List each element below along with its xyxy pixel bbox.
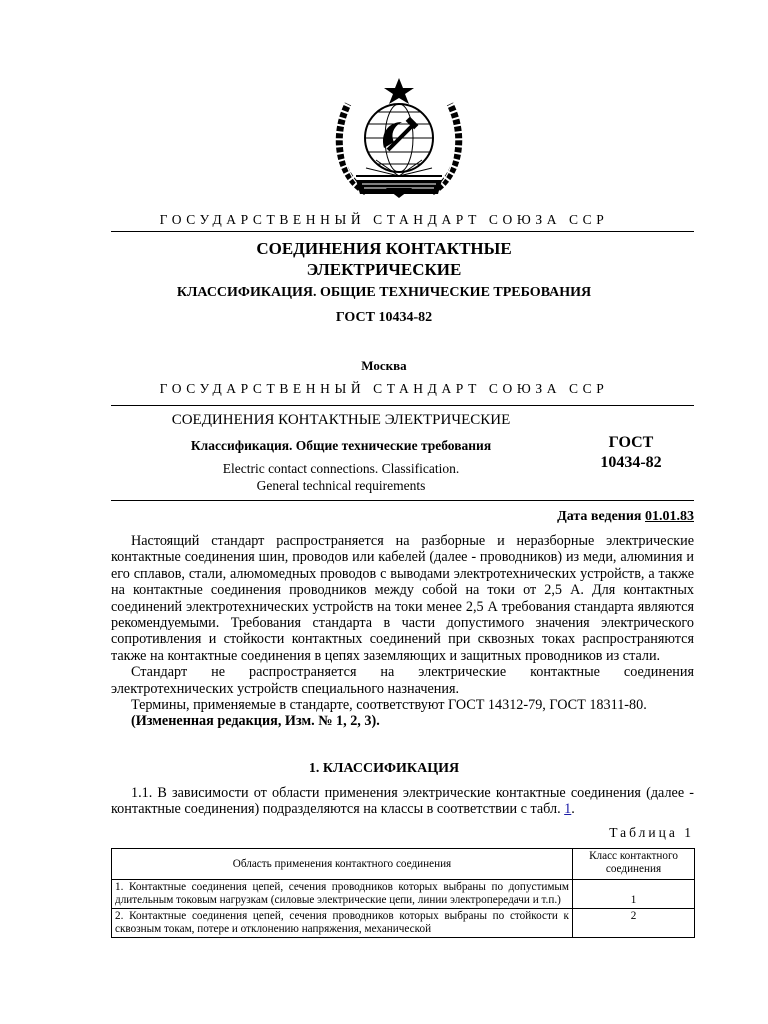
table-row <box>112 880 695 909</box>
table-1-link[interactable]: 1 <box>564 801 572 818</box>
classification-table <box>111 848 695 938</box>
table-cell-class: 1 <box>573 880 695 909</box>
amendment-note: (Измененная редакция, Изм. № 1, 2, 3). <box>131 713 380 730</box>
table-header-class: Класс контактного соединения <box>573 849 695 880</box>
body-text <box>111 533 694 730</box>
gost-number: ГОСТ 10434-82 <box>335 310 433 325</box>
titleblock-subtitle: Классификация. Общие технические требования <box>190 438 492 453</box>
clause-1-1-end: . <box>571 801 575 818</box>
titleblock-gost-label: ГОСТ <box>608 434 654 451</box>
section-title: 1. КЛАССИФИКАЦИЯ <box>308 761 460 776</box>
table-row <box>112 909 695 938</box>
effective-date-label: Дата ведения <box>557 509 642 524</box>
table-cell-area: 1. Контактные соединения цепей, сечения проводников которых выбраны по допустимым длительным токовым нагрузкам (силовые электрические цепи, линии электропередачи и т.п.) <box>112 880 573 909</box>
paragraph-terms: Термины, применяемые в стандарте, соответствуют ГОСТ 14312-79, ГОСТ 18311-80. <box>131 697 647 714</box>
clause-1-1 <box>111 785 694 818</box>
ussr-state-emblem-icon <box>326 76 472 200</box>
table-header-area: Область применения контактного соединения <box>112 849 573 880</box>
effective-date-value: 01.01.83 <box>645 509 694 524</box>
english-title-line1: Electric contact connections. Classification. <box>222 461 460 476</box>
table-cell-area: 2. Контактные соединения цепей, сечения проводников которых выбраны по стойкости к сквозным токам, потере и отклонению напряжения, механической <box>112 909 573 938</box>
paragraph-scope: Настоящий стандарт распространяется на разборные и неразборные электрические контактные соединения шин, проводов или кабелей (далее - проводников) из меди, алюминия и его сплавов, стали, алюмомедных проводов с выводами электротехнических устройств, а также на контактные соединения проводников между собой на токи от 2,5 А. Для контактных соединений электротехнических устройств на токи менее 2,5 А требования стандарта являются рекомендуемыми. Требования стандарта в части допустимого значения электрического сопротивления и стойкости контактных соединений при сквозных токах распространяются также на контактные соединения в цепях заземляющих и защитных проводников из стали. <box>111 533 694 664</box>
document-subtitle: КЛАССИФИКАЦИЯ. ОБЩИЕ ТЕХНИЧЕСКИЕ ТРЕБОВАНИЯ <box>176 285 592 300</box>
table-cell-class: 2 <box>573 909 695 938</box>
titleblock-title: СОЕДИНЕНИЯ КОНТАКТНЫЕ ЭЛЕКТРИЧЕСКИЕ <box>171 412 511 428</box>
city: Москва <box>361 358 407 373</box>
divider <box>111 231 694 232</box>
english-title-line2: General technical requirements <box>256 478 426 493</box>
document-title-line2: ЭЛЕКТРИЧЕСКИЕ <box>306 260 462 279</box>
document-title-line1: СОЕДИНЕНИЯ КОНТАКТНЫЕ <box>256 239 512 258</box>
clause-1-1-text: 1.1. В зависимости от области применения электрические контактные соединения (далее - контактные соединения) подразделяются на классы в соответствии с табл. <box>111 785 694 818</box>
paragraph-exclusion: Стандарт не распространяется на электрические контактные соединения электротехнических устройств специального назначения. <box>111 664 694 697</box>
effective-date <box>557 509 694 525</box>
standard-line-bottom: ГОСУДАРСТВЕННЫЙ СТАНДАРТ СОЮЗА ССР <box>159 381 609 396</box>
table-caption: Таблица 1 <box>609 825 694 840</box>
table-header-row <box>112 849 695 880</box>
divider <box>111 405 694 406</box>
titleblock-gost-number: 10434-82 <box>600 454 662 471</box>
divider <box>111 500 694 501</box>
standard-line-top: ГОСУДАРСТВЕННЫЙ СТАНДАРТ СОЮЗА ССР <box>159 212 609 227</box>
